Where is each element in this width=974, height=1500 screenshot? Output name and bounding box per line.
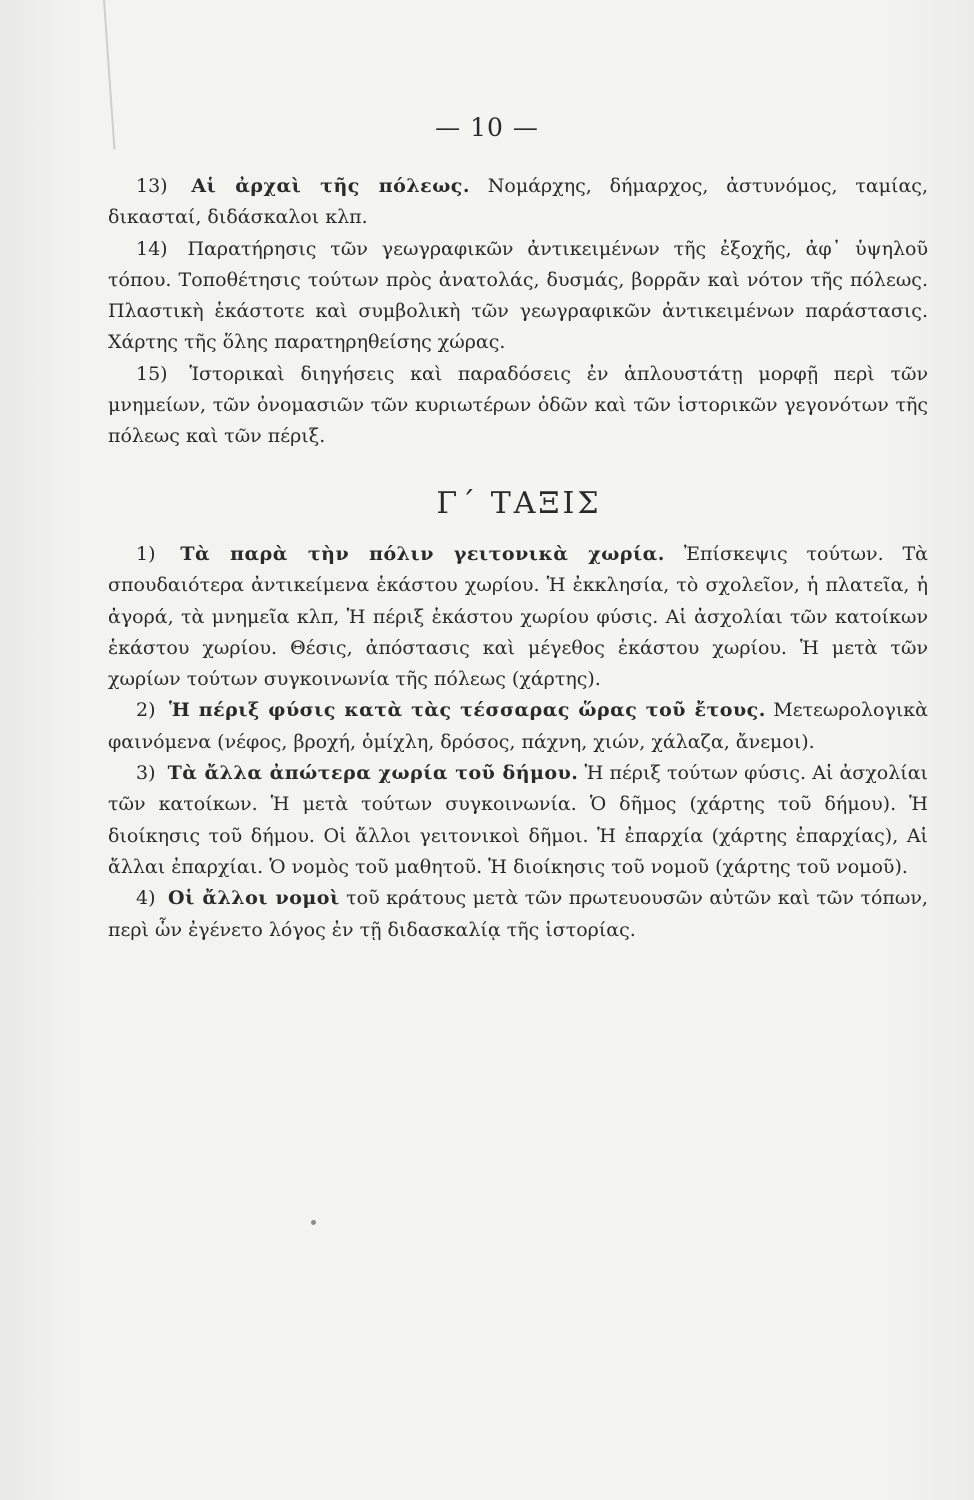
- top-section: [108, 171, 928, 453]
- paper-speck: [311, 1220, 316, 1225]
- paragraph-13-lead: Αἱ ἀρχαὶ τῆς πόλεως.: [191, 175, 470, 197]
- gamma-paragraph-3: [108, 758, 928, 883]
- paragraph-14-number: 14): [136, 237, 168, 260]
- gamma-paragraph-4: [108, 883, 928, 946]
- gamma-paragraph-4-number: 4): [136, 887, 156, 910]
- gamma-paragraph-1: [108, 539, 928, 695]
- paragraph-13: [108, 171, 928, 234]
- gamma-paragraph-2-lead: Ἡ πέριξ φύσις κατὰ τὰς τέσσαρας ὥρας τοῦ ἔτους.: [168, 699, 766, 722]
- paragraph-13-text: Νομάρχης, δήμαρχος, ἀστυνόμος, ταμίας, δικασταί, διδάσκαλοι κλπ.: [108, 175, 928, 229]
- gamma-paragraph-1-number: 1): [136, 543, 156, 565]
- gamma-paragraph-1-lead: Τὰ παρὰ τὴν πόλιν γειτονικὰ χωρία.: [180, 543, 665, 565]
- section-heading: Γ΄ ΤΑΞΙΣ: [436, 486, 602, 521]
- gamma-paragraph-3-number: 3): [136, 762, 156, 785]
- page-number: — 10 —: [435, 113, 539, 142]
- gamma-paragraph-2-text: Μετεωρολογικὰ φαινόμενα (νέφος, βροχή, ὁμίχλη, δρόσος, πάχνη, χιών, χάλαζα, ἄνεμοι).: [108, 699, 928, 753]
- paragraph-14: [108, 234, 928, 359]
- gamma-paragraph-3-lead: Τὰ ἄλλα ἀπώτερα χωρία τοῦ δήμου.: [167, 762, 579, 785]
- paragraph-15: [108, 359, 928, 453]
- gamma-paragraph-4-text: τοῦ κράτους μετὰ τῶν πρωτευουσῶν αὐτῶν καὶ τῶν τόπων, περὶ ὧν ἐγένετο λόγος ἐν τῇ διδασκαλίᾳ τῆς ἱστορίας.: [108, 887, 928, 941]
- gamma-section: [108, 539, 928, 946]
- gamma-paragraph-2-number: 2): [136, 699, 156, 722]
- paragraph-13-number: 13): [136, 175, 168, 197]
- paragraph-15-text: Ἱστορικαὶ διηγήσεις καὶ παραδόσεις ἐν ἁπλουστάτῃ μορφῇ περὶ τῶν μνημείων, τῶν ὀνομασιῶν τῶν κυριωτέρων ὁδῶν καὶ τῶν ἱστορικῶν γεγονότων τῆς πόλεως καὶ τῶν πέριξ.: [108, 362, 928, 448]
- paragraph-14-text: Παρατήρησις τῶν γεωγραφικῶν ἀντικειμένων τῆς ἐξοχῆς, ἀφ᾽ ὑψηλοῦ τόπου. Τοποθέτησις τούτων πρὸς ἀνατολάς, δυσμάς, βορρᾶν καὶ νότον τῆς πόλεως. Πλαστικὴ ἑκάστοτε καὶ συμβολικὴ τῶν γεωγραφικῶν ἀντικειμένων παράστασις. Χάρτης τῆς ὅλης παρατηρηθείσης χώρας.: [108, 237, 928, 354]
- gamma-paragraph-1-text: Ἐπίσκεψις τούτων. Τὰ σπουδαιότερα ἀντικείμενα ἑκάστου χωρίου. Ἡ ἐκκλησία, τὸ σχολεῖον, ἡ πλατεῖα, ἡ ἀγορά, τὰ μνημεῖα κλπ, Ἡ πέριξ ἑκάστου χωρίου φύσις. Αἱ ἀσχολίαι τῶν κατοίκων ἑκάστου χωρίου. Θέσις, ἀπόστασις καὶ μέγεθος ἑκάστου χωρίου. Ἡ μετὰ τῶν χωρίων τούτων συγκοινωνία τῆς πόλεως (χάρτης).: [108, 543, 928, 691]
- gamma-paragraph-3-text: Ἡ πέριξ τούτων φύσις. Αἱ ἀσχολίαι τῶν κατοίκων. Ἡ μετὰ τούτων συγκοινωνία. Ὁ δῆμος (χάρτης τοῦ δήμου). Ἡ διοίκησις τοῦ δήμου. Οἱ ἄλλοι γειτονικοὶ δῆμοι. Ἡ ἐπαρχία (χάρτης ἐπαρχίας), Αἱ ἄλλαι ἐπαρχίαι. Ὁ νομὸς τοῦ μαθητοῦ. Ἡ διοίκησις τοῦ νομοῦ (χάρτης τοῦ νομοῦ).: [108, 762, 928, 878]
- gamma-paragraph-4-lead: Οἱ ἄλλοι νομοὶ: [168, 887, 340, 910]
- gamma-paragraph-2: [108, 695, 928, 758]
- paragraph-15-number: 15): [136, 362, 168, 385]
